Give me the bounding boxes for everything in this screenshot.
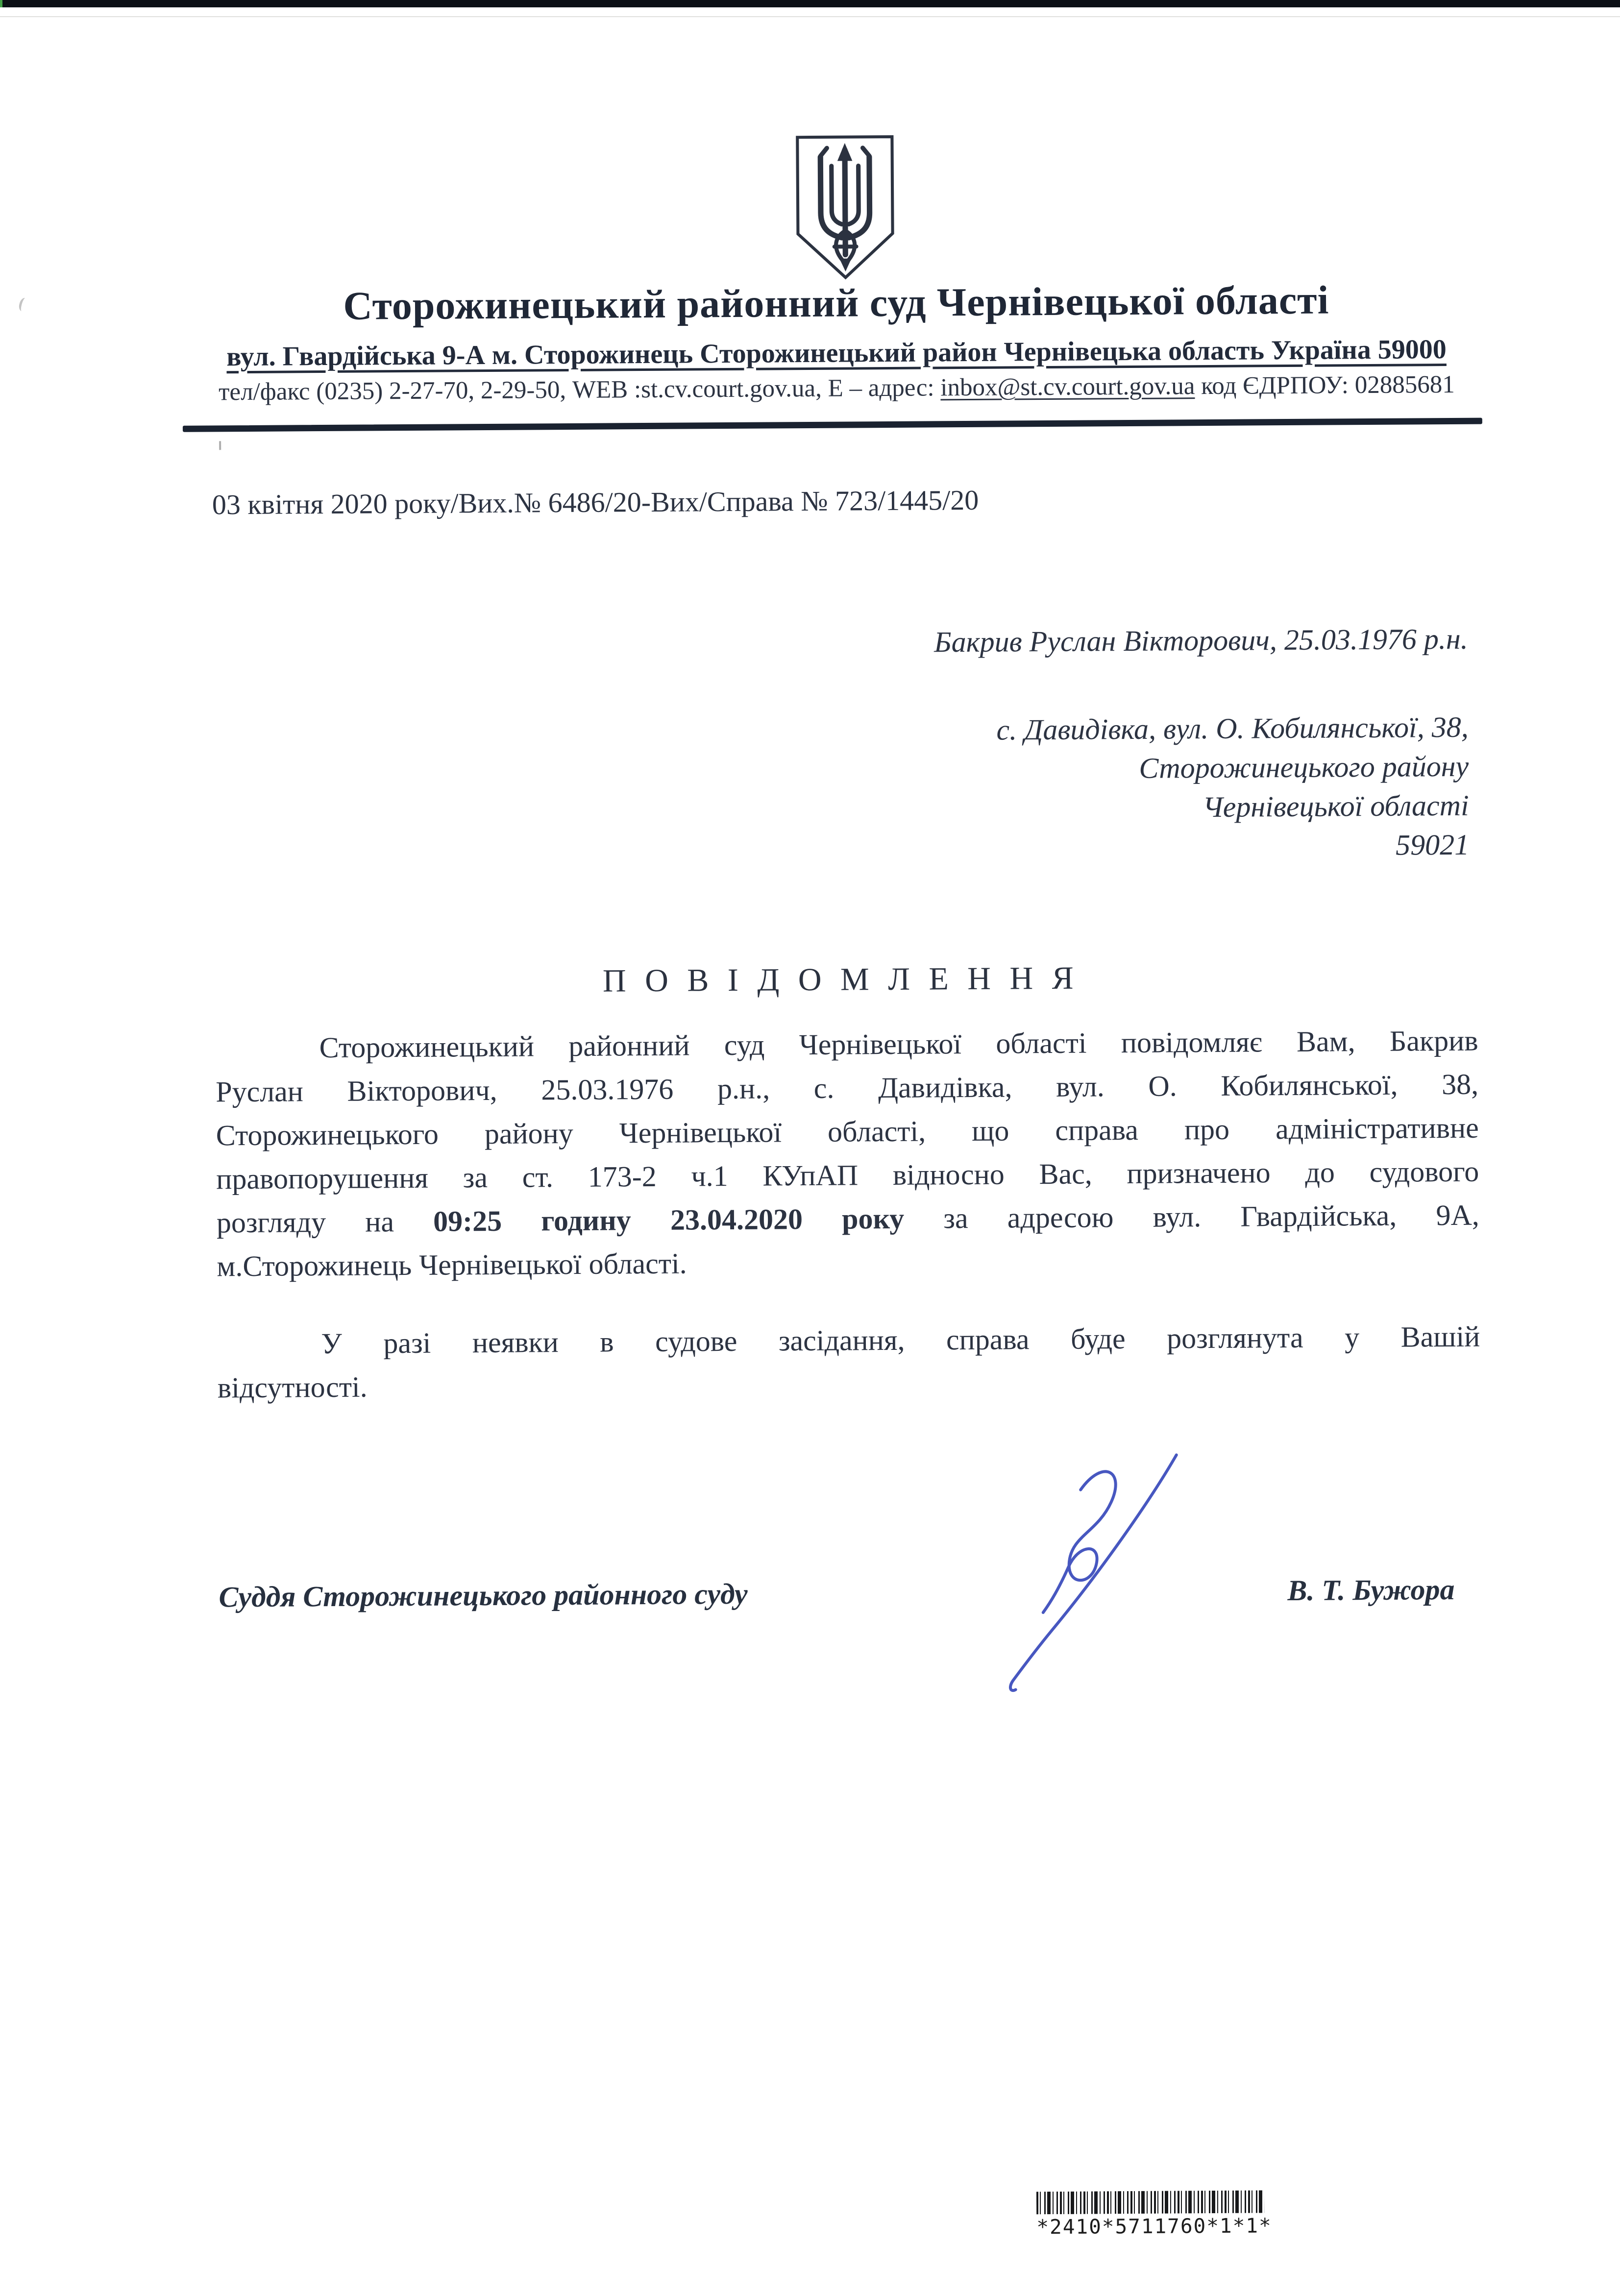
header-divider-rule (183, 418, 1482, 432)
hearing-datetime: 09:25 годину 23.04.2020 року (433, 1202, 905, 1238)
recipient-address-line: с. Давидівка, вул. О. Кобилянської, 38, (996, 710, 1469, 746)
judge-role-label: Суддя Сторожинецького районного суду (219, 1577, 748, 1613)
scan-noise-tick (219, 441, 221, 450)
contacts-prefix: тел/факс (0235) 2-27-70, 2-29-50, WEB :st.cv.court.gov.ua, Е – адрес: (218, 374, 941, 406)
scan-noise-mark (18, 297, 29, 313)
body-paragraph-2 (217, 1315, 1480, 1410)
court-contacts-line (159, 369, 1514, 408)
paragraph-line: м.Сторожинець Чернівецької області. (217, 1247, 687, 1283)
barcode-label: *2410*5711760*1*1* (1036, 2214, 1272, 2239)
reference-number-line: 03 квітня 2020 року/Вих.№ 6486/20-Вих/Справа № 723/1445/20 (212, 484, 979, 521)
hearing-line-prefix: розгляду на (216, 1205, 434, 1239)
paragraph-line: Руслан Вікторович, 25.03.1976 р.н., с. Давидівка, вул. О. Кобилянської, 38, (216, 1068, 1479, 1108)
judge-name: В. Т. Бужора (1287, 1573, 1455, 1607)
court-email: inbox@st.cv.court.gov.ua (940, 372, 1195, 402)
notice-title: П О В І Д О М Л Е Н Н Я (602, 960, 1078, 999)
barcode (1036, 2190, 1264, 2214)
hearing-line-suffix: за адресою вул. Гвардійська, 9А, (904, 1198, 1479, 1235)
signature-row (219, 1573, 1481, 1614)
paragraph-line: Сторожинецький районний суд Чернівецької області повідомляє Вам, Бакрив (319, 1024, 1478, 1064)
paragraph-line: У разі неявки в судове засідання, справа буде розглянута у Вашій (321, 1320, 1480, 1360)
court-name-title: Сторожинецький районний суд Чернівецької області (343, 277, 1329, 328)
paragraph-line: відсутності. (217, 1370, 368, 1404)
recipient-address-line: Сторожинецького району (1139, 750, 1469, 784)
paragraph-line (217, 1194, 1479, 1245)
recipient-name: Бакрив Руслан Вікторович, 25.03.1976 р.н. (933, 622, 1468, 659)
court-address-text: вул. Гвардійська 9-А м. Сторожинець Сторожинецький район Чернівецька область Україна 59000 (226, 334, 1447, 372)
handwritten-signature (977, 1439, 1213, 1717)
paragraph-line: Сторожинецького району Чернівецької області, що справа про адміністративне (216, 1111, 1479, 1152)
contacts-suffix: код ЄДРПОУ: 02885681 (1195, 370, 1455, 400)
recipient-address-line: Чернівецької області (1203, 789, 1469, 824)
court-address-line (173, 333, 1499, 374)
recipient-postal-code: 59021 (1395, 828, 1470, 861)
body-paragraph-1 (215, 1019, 1479, 1289)
ukraine-trident-emblem-icon (787, 133, 903, 283)
recipient-block (635, 619, 1469, 869)
paragraph-line: правопорушення за ст. 173-2 ч.1 КУпАП відносно Вас, призначено до судового (216, 1155, 1479, 1196)
